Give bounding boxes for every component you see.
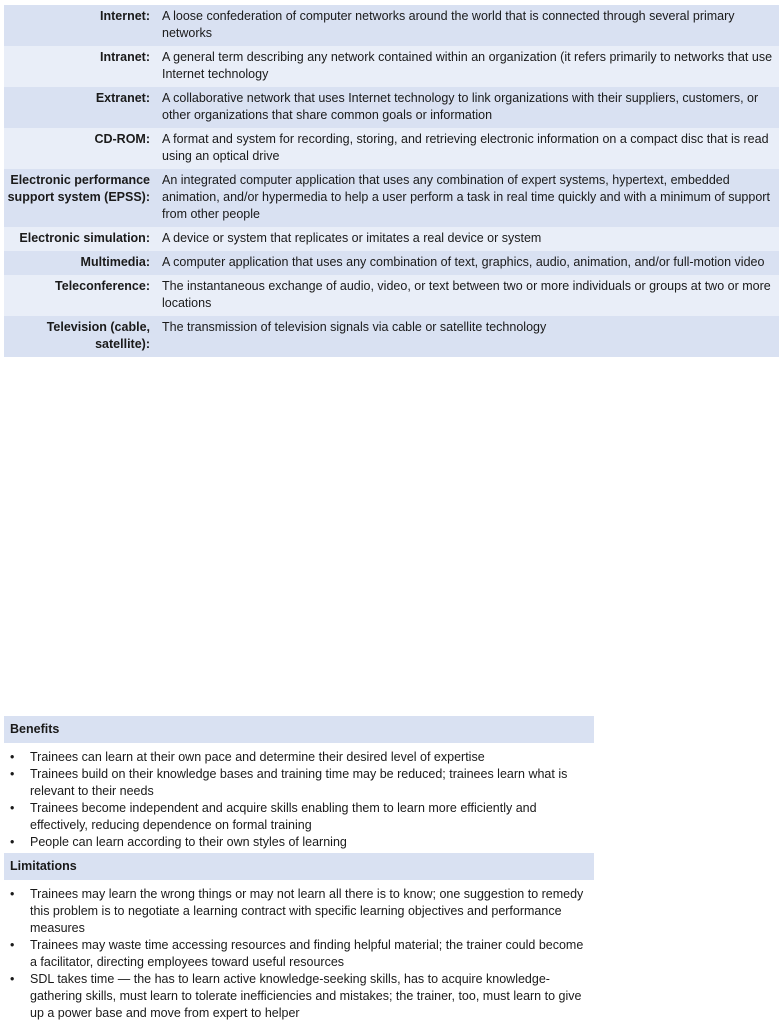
glossary-row xyxy=(4,169,779,227)
limitations-item xyxy=(4,886,594,937)
benefits-limitations-table xyxy=(4,716,594,1024)
glossary-row xyxy=(4,128,779,169)
glossary-definition: The transmission of television signals via cable or satellite technology xyxy=(162,320,547,334)
benefits-heading: Benefits xyxy=(4,716,594,743)
limitations-item-text: Trainees may learn the wrong things or may not learn all there is to know; one suggestion to remedy this problem is to negotiate a learning contract with specific learning objectives and performance measures xyxy=(30,887,584,935)
glossary-term: Electronic simulation: xyxy=(19,231,150,245)
benefits-item-text: Trainees build on their knowledge bases and training time may be reduced; trainees learn what is relevant to their needs xyxy=(30,767,568,798)
benefits-list xyxy=(4,743,594,853)
bullet-icon: • xyxy=(10,801,15,815)
glossary-row xyxy=(4,251,779,275)
limitations-heading: Limitations xyxy=(4,853,594,880)
benefits-item-text: People can learn according to their own styles of learning xyxy=(30,835,347,849)
limitations-list xyxy=(4,880,594,1024)
bullet-icon: • xyxy=(10,938,15,952)
glossary-definition: A computer application that uses any combination of text, graphics, audio, animation, and/or full-motion video xyxy=(162,255,765,269)
glossary-row xyxy=(4,227,779,251)
glossary-definition: The instantaneous exchange of audio, video, or text between two or more individuals or groups at two or more locations xyxy=(162,279,771,310)
benefits-item xyxy=(4,800,594,834)
glossary-definition: A collaborative network that uses Internet technology to link organizations with their suppliers, customers, or other organizations that share common goals or information xyxy=(162,91,759,122)
bullet-icon: • xyxy=(10,887,15,901)
limitations-item-text: SDL takes time — the has to learn active knowledge-seeking skills, has to acquire knowledge-gathering skills, must learn to tolerate inefficiencies and mistakes; the trainer, too, must learn to give up a power base and move from expert to helper xyxy=(30,972,582,1020)
limitations-item xyxy=(4,971,594,1022)
benefits-item xyxy=(4,766,594,800)
glossary-term: Multimedia: xyxy=(80,255,150,269)
glossary-term: Electronic performance support system (EPSS): xyxy=(7,173,150,204)
glossary-term: CD-ROM: xyxy=(94,132,150,146)
glossary-row xyxy=(4,46,779,87)
glossary-definition: A device or system that replicates or imitates a real device or system xyxy=(162,231,542,245)
glossary-term: Intranet: xyxy=(100,50,150,64)
glossary-row xyxy=(4,87,779,128)
glossary-term: Television (cable, satellite): xyxy=(46,320,150,351)
limitations-item xyxy=(4,937,594,971)
benefits-item xyxy=(4,834,594,851)
bullet-icon: • xyxy=(10,835,15,849)
glossary-table xyxy=(4,5,779,357)
bullet-icon: • xyxy=(10,750,15,764)
limitations-item-text: Trainees may waste time accessing resources and finding helpful material; the trainer could become a facilitator, directing employees toward useful resources xyxy=(30,938,584,969)
glossary-row xyxy=(4,275,779,316)
glossary-term: Teleconference: xyxy=(55,279,150,293)
glossary-term: Internet: xyxy=(100,9,150,23)
benefits-item-text: Trainees become independent and acquire skills enabling them to learn more efficiently and effectively, reducing dependence on formal training xyxy=(30,801,537,832)
benefits-item-text: Trainees can learn at their own pace and determine their desired level of expertise xyxy=(30,750,485,764)
bullet-icon: • xyxy=(10,767,15,781)
glossary-definition: A loose confederation of computer networks around the world that is connected through several primary networks xyxy=(162,9,735,40)
bullet-icon: • xyxy=(10,972,15,986)
benefits-item xyxy=(4,749,594,766)
glossary-row xyxy=(4,5,779,46)
glossary-term: Extranet: xyxy=(95,91,150,105)
glossary-definition: A format and system for recording, storing, and retrieving electronic information on a compact disc that is read using an optical drive xyxy=(162,132,769,163)
glossary-row xyxy=(4,316,779,357)
glossary-definition: A general term describing any network contained within an organization (it refers primarily to networks that use Internet technology xyxy=(162,50,773,81)
glossary-definition: An integrated computer application that uses any combination of expert systems, hypertext, embedded animation, and/or hypermedia to help a user perform a task in real time quickly and with a minimum of support from other people xyxy=(162,173,770,221)
